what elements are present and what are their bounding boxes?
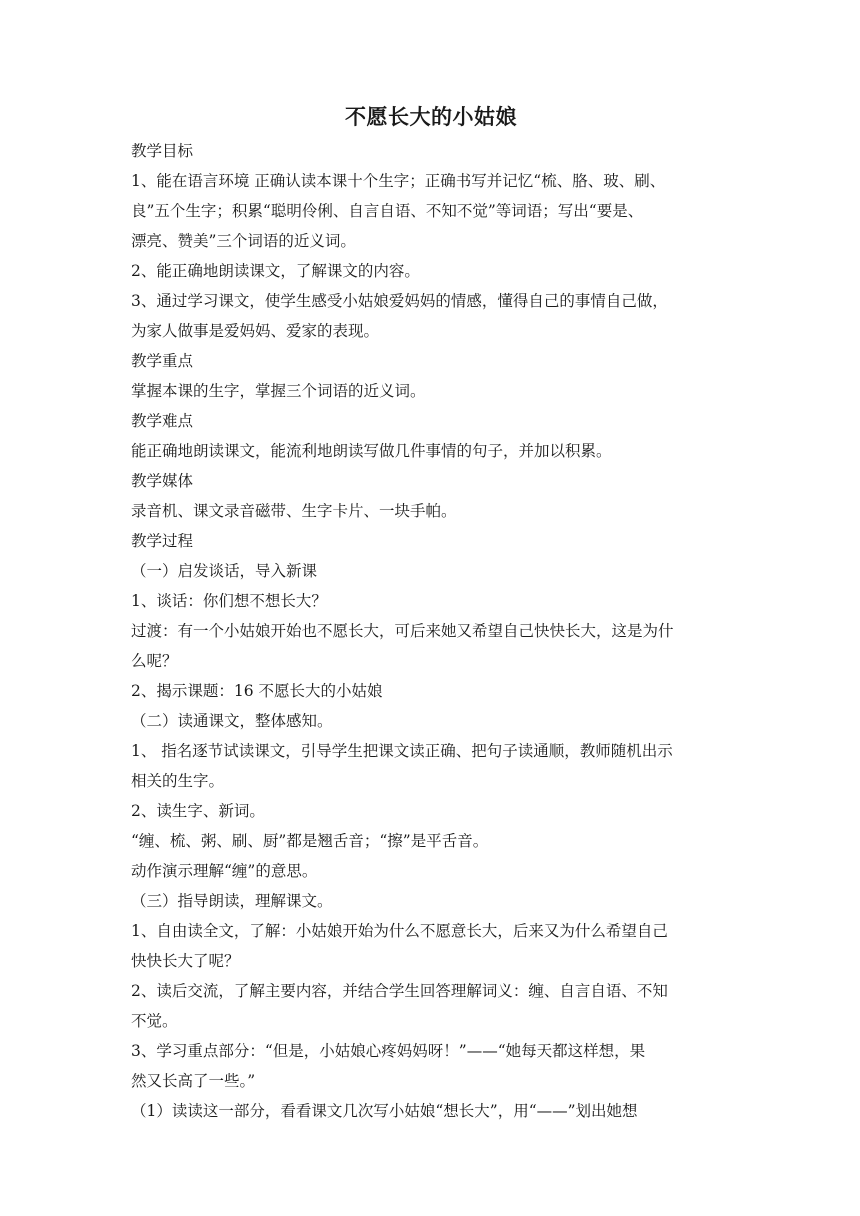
section-heading-media: 教学媒体: [131, 472, 194, 490]
text-line: 良”五个生字；积累“聪明伶俐、自言自语、不知不觉”等词语；写出“要是、: [131, 202, 644, 220]
subsection-heading: （二）读通课文，整体感知。: [131, 712, 333, 730]
text-line: 快快长大了呢？: [131, 952, 240, 970]
text-line: 1、谈话：你们想不想长大？: [131, 592, 327, 610]
text-line: 不觉。: [131, 1012, 178, 1030]
section-heading-key-points: 教学重点: [131, 352, 194, 370]
text-line: 2、揭示课题：16 不愿长大的小姑娘: [131, 682, 383, 700]
section-heading-difficulties: 教学难点: [131, 412, 194, 430]
text-line: 然又长高了一些。”: [131, 1072, 256, 1090]
subsection-heading: （一）启发谈话，导入新课: [131, 562, 318, 580]
text-line: 2、读生字、新词。: [131, 802, 265, 820]
document-title: 不愿长大的小姑娘: [345, 104, 517, 129]
text-line: 3、学习重点部分：“但是，小姑娘心疼妈妈呀！”——“她每天都这样想，果: [131, 1042, 646, 1060]
text-line: 2、读后交流，了解主要内容，并结合学生回答理解词义：缠、自言自语、不知: [131, 982, 668, 1000]
text-line: 相关的生字。: [131, 772, 225, 790]
section-heading-process: 教学过程: [131, 532, 194, 550]
text-line: （1）读读这一部分，看看课文几次写小姑娘“想长大”，用“——”划出她想: [131, 1102, 638, 1120]
text-line: 动作演示理解“缠”的意思。: [131, 862, 318, 880]
text-line: 1、自由读全文，了解：小姑娘开始为什么不愿意长大，后来又为什么希望自己: [131, 922, 668, 940]
text-line: 3、通过学习课文，使学生感受小姑娘爱妈妈的情感，懂得自己的事情自己做，: [131, 292, 668, 310]
text-line: 2、能正确地朗读课文，了解课文的内容。: [131, 262, 420, 280]
text-line: 漂亮、赞美”三个词语的近义词。: [131, 232, 356, 250]
section-heading-objectives: 教学目标: [131, 142, 194, 160]
text-line: 过渡：有一个小姑娘开始也不愿长大，可后来她又希望自己快快长大，这是为什: [131, 622, 674, 640]
text-line: 么呢？: [131, 652, 178, 670]
document-body: [131, 136, 731, 1126]
document-page: [131, 100, 731, 1126]
text-line: 1、 指名逐节试读课文，引导学生把课文读正确、把句子读通顺，教师随机出示: [131, 742, 673, 760]
text-line: 能正确地朗读课文，能流利地朗读写做几件事情的句子，并加以积累。: [131, 442, 612, 460]
text-line: 1、能在语言环境 正确认读本课十个生字；正确书写并记忆“梳、胳、玻、刷、: [131, 172, 666, 190]
text-line: 录音机、课文录音磁带、生字卡片、一块手帕。: [131, 502, 457, 520]
text-line: 掌握本课的生字，掌握三个词语的近义词。: [131, 382, 426, 400]
subsection-heading: （三）指导朗读，理解课文。: [131, 892, 333, 910]
text-line: “缠、梳、粥、刷、厨”都是翘舌音；“擦”是平舌音。: [131, 832, 489, 850]
text-line: 为家人做事是爱妈妈、爱家的表现。: [131, 322, 380, 340]
